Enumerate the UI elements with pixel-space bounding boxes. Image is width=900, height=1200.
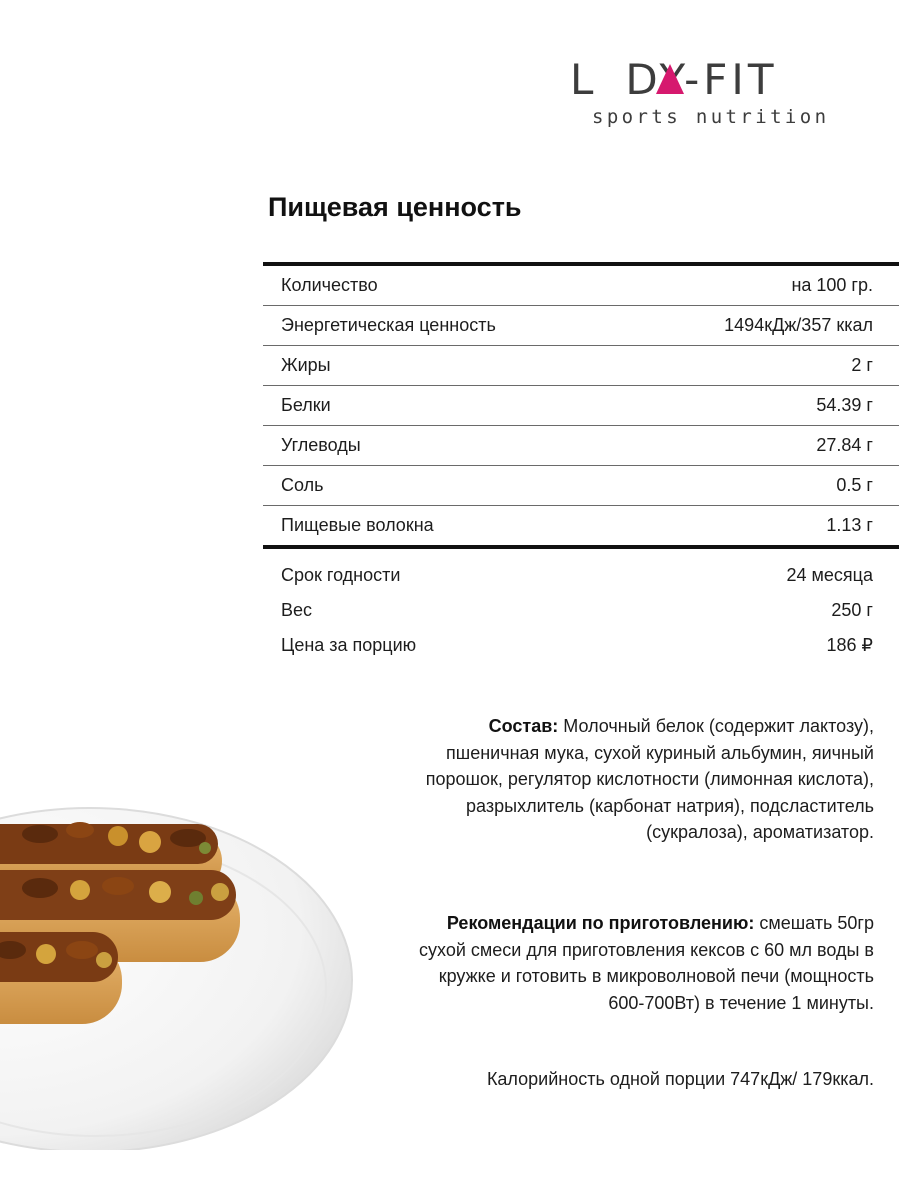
detail-value: 250 г — [831, 600, 873, 620]
nutrition-label: Жиры — [281, 355, 331, 375]
nutrition-value: 0.5 г — [836, 475, 873, 495]
nutrition-table — [263, 262, 899, 549]
detail-row-shelf-life — [263, 558, 899, 593]
nutrition-value: на 100 гр. — [791, 275, 873, 295]
brand-wordmark-start: L — [570, 55, 598, 104]
nutrition-value: 54.39 г — [816, 395, 873, 415]
brand-wordmark — [570, 55, 862, 104]
composition-text — [414, 713, 874, 846]
detail-label: Цена за порцию — [281, 635, 417, 655]
nutrition-value: 27.84 г — [816, 435, 873, 455]
brand-tagline: sports nutrition — [592, 106, 830, 128]
calories-note: Калорийность одной порции 747кДж/ 179ккал. — [486, 1069, 874, 1089]
brand-accent-triangle-icon — [656, 64, 684, 94]
nutrition-label: Пищевые волокна — [281, 515, 434, 535]
page-title: Пищевая ценность — [268, 192, 522, 222]
detail-row-weight — [263, 593, 899, 628]
nutrition-row-fat — [263, 346, 899, 386]
detail-label: Срок годности — [281, 565, 401, 585]
nutrition-row-protein — [263, 386, 899, 426]
brand-wordmark-end: DY-FIT — [625, 55, 778, 104]
nutrition-label: Соль — [281, 475, 324, 495]
recommendation-text — [404, 910, 874, 1016]
nutrition-row-energy — [263, 306, 899, 346]
nutrition-value: 1.13 г — [826, 515, 873, 535]
nutrition-label: Углеводы — [281, 435, 361, 455]
nutrition-value: 2 г — [851, 355, 873, 375]
tartlet-3 — [0, 932, 122, 1024]
recommendation-body: смешать 50гр сухой смеси для приготовления кексов с 60 мл воды в кружке и готовить в микроволновой печи (мощность 600-700Вт) в течение 1 минуты. — [419, 913, 874, 1013]
composition-heading: Состав: — [488, 716, 559, 736]
nutrition-value: 1494кДж/357 ккал — [724, 315, 873, 335]
nutrition-label: Белки — [281, 395, 331, 415]
brand-logo — [570, 55, 862, 130]
detail-row-price — [263, 628, 899, 663]
tartlets-on-plate-image — [0, 790, 360, 1150]
nutrition-row-carbs — [263, 426, 899, 466]
detail-value: 186 ₽ — [826, 635, 873, 655]
composition-body: Молочный белок (содержит лактозу), пшеничная мука, сухой куриный альбумин, яичный порошок, регулятор кислотности (лимонная кислота), разрыхлитель (карбонат натрия), подсластитель (сукралоза), ароматизатор. — [425, 716, 874, 842]
nutrition-label: Энергетическая ценность — [281, 315, 496, 335]
detail-label: Вес — [281, 600, 313, 620]
nutrition-row-fiber — [263, 506, 899, 545]
detail-value: 24 месяца — [786, 565, 873, 585]
nutrition-label: Количество — [281, 275, 378, 295]
nutrition-row-salt — [263, 466, 899, 506]
product-details — [263, 558, 899, 663]
nutrition-row-quantity — [263, 266, 899, 306]
recommendation-heading: Рекомендации по приготовлению: — [446, 913, 755, 933]
